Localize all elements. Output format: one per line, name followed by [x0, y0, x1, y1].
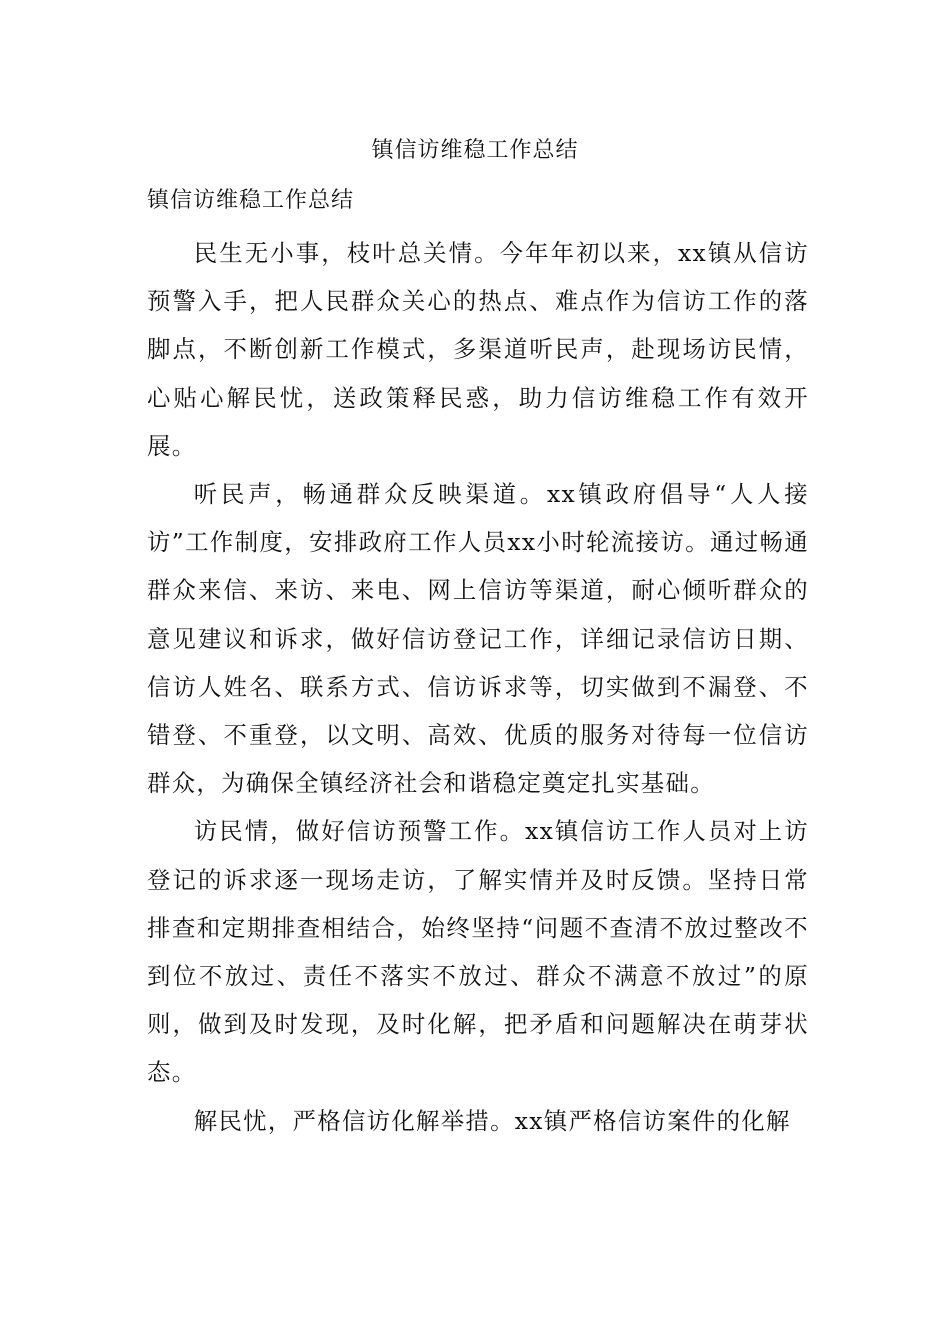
document-subtitle: 镇信访维稳工作总结 — [147, 188, 355, 213]
paragraph-visit: 访民情，做好信访预警工作。xx镇信访工作人员对上访登记的诉求逐一现场走访，了解实情并及时反馈。坚持日常排查和定期排查相结合，始终坚持“问题不查清不放过整改不到位不放过、责任不落实不放过、群众不满意不放过”的原则，做到及时发现，及时化解，把矛盾和问题解决在萌芽状态。 — [147, 817, 809, 1087]
document-body — [147, 229, 809, 1145]
paragraph-resolve: 解民忧，严格信访化解举措。xx镇严格信访案件的化解 — [193, 1106, 791, 1135]
paragraph-intro: 民生无小事，枝叶总关情。今年年初以来，xx镇从信访预警入手，把人民群众关心的热点、难点作为信访工作的落脚点，不断创新工作模式，多渠道听民声，赴现场访民情，心贴心解民忧，送政策释民惑，助力信访维稳工作有效开展。 — [147, 239, 809, 460]
paragraph-listen: 听民声，畅通群众反映渠道。xx镇政府倡导“人人接访”工作制度，安排政府工作人员xx小时轮流接访。通过畅通群众来信、来访、来电、网上信访等渠道，耐心倾听群众的意见建议和诉求，做好信访登记工作，详细记录信访日期、信访人姓名、联系方式、信访诉求等，切实做到不漏登、不错登、不重登，以文明、高效、优质的服务对待每一位信访群众，为确保全镇经济社会和谐稳定奠定扎实基础。 — [147, 480, 809, 798]
document-title: 镇信访维稳工作总结 — [371, 138, 579, 163]
